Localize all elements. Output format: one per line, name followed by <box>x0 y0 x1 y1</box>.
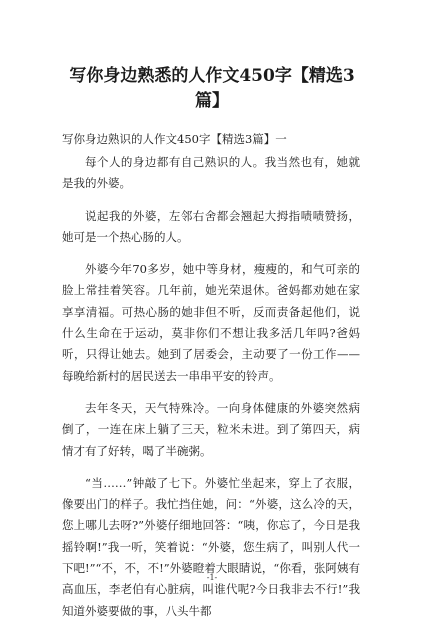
paragraph: 外婆今年70多岁，她中等身材，瘦瘦的，和气可亲的脸上常挂着笑容。几年前，她光荣退休。爸妈都劝她在家享享清福。可热心肠的她非但不听，反而责备起他们，说什么生命在于运动，莫非你们不想让我多活几年吗?爸妈听，只得让她去。她到了居委会，主动要了一份工作——每晚给新村的居民送去一串串平安的铃声。 <box>62 262 360 383</box>
section-heading: 写你身边熟识的人作文450字【精选3篇】一 <box>62 132 287 146</box>
document-title <box>40 64 384 114</box>
page-number: -1- <box>206 573 218 582</box>
document-body <box>62 152 360 633</box>
paragraph: “当……”钟敲了七下。外婆忙坐起来，穿上了衣服，像要出门的样子。我忙挡住她，问：“外婆，这么冷的天，您上哪儿去呀?”外婆仔细地回答：“咦，你忘了，今日是我摇铃啊!”我一听，笑着说：“外婆，您生病了，叫别人代一下吧!”“不，不，不!”外婆瞪着大眼睛说，“你看，张阿姨有高血压，李老伯有心脏病，叫谁代呢?今日我非去不行!”我知道外婆要做的事，八头牛都 <box>62 475 360 618</box>
paragraph: 去年冬天，天气特殊冷。一向身体健康的外婆突然病倒了，一连在床上躺了三天，粒米未进。到了第四天，病情才有了好转，喝了半碗粥。 <box>62 400 360 458</box>
paragraph: 每个人的身边都有自己熟识的人。我当然也有，她就是我的外婆。 <box>62 155 360 191</box>
paragraph: 说起我的外婆，左邻右舍都会翘起大拇指啧啧赞扬，她可是一个热心肠的人。 <box>62 208 360 244</box>
title-line-1: 写你身边熟悉的人作文450字【精选3 <box>69 66 355 86</box>
title-line-2: 篇】 <box>195 91 229 111</box>
